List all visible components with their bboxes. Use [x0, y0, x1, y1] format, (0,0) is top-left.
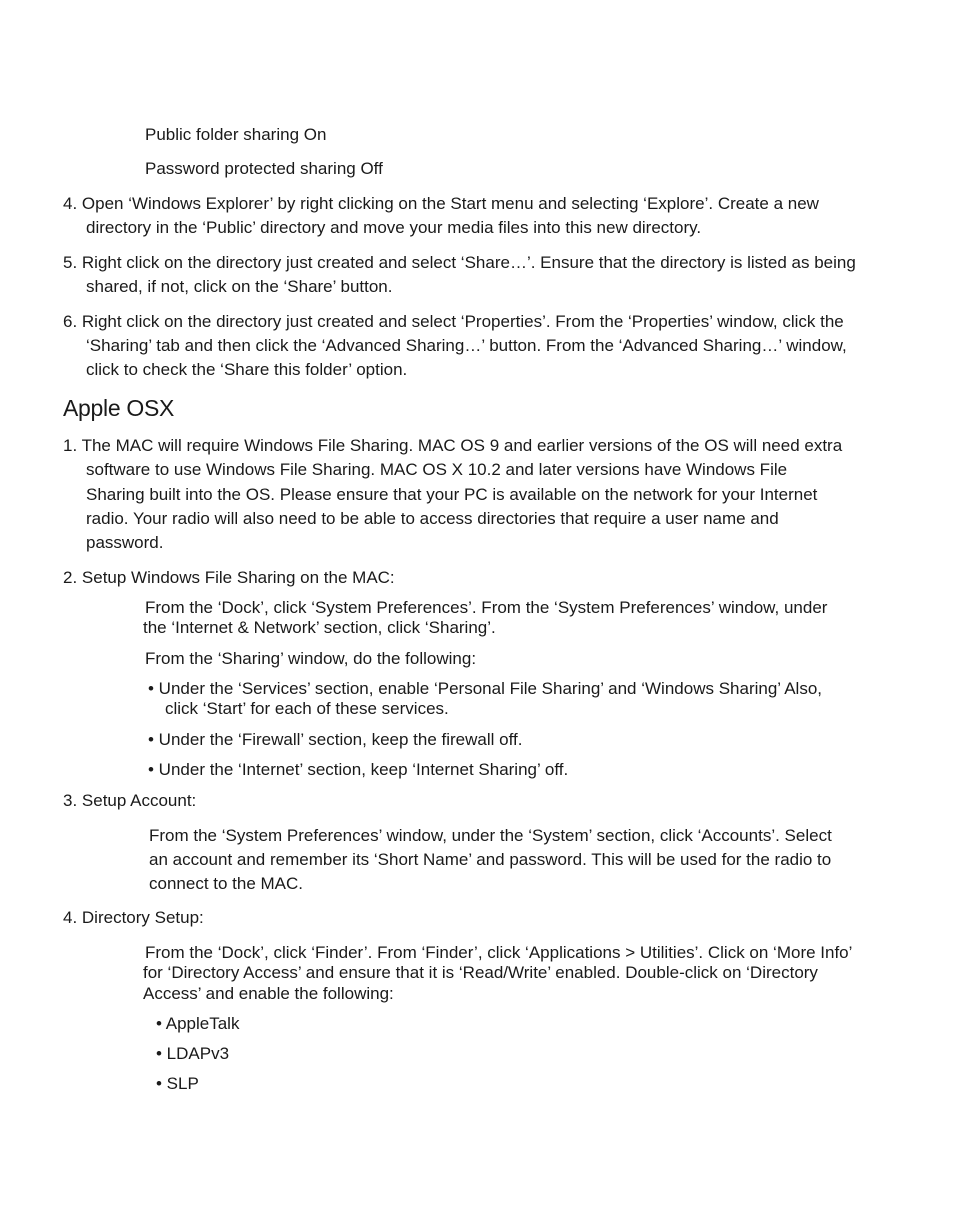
step-line: an account and remember its ‘Short Name’ and password. This will be used for the radio to: [149, 850, 832, 869]
apple-step-4-title: 4. Directory Setup:: [63, 908, 204, 927]
step-line: connect to the MAC.: [149, 874, 304, 893]
step-line: Sharing built into the OS. Please ensure that your PC is available on the network for your Internet: [86, 485, 818, 504]
step-line: software to use Windows File Sharing. MAC OS X 10.2 and later versions have Windows File: [86, 460, 788, 479]
apple-osx-heading: Apple OSX: [63, 395, 175, 421]
step-line: the ‘Internet & Network’ section, click ‘Sharing’.: [143, 618, 496, 637]
bullet-line: click ‘Start’ for each of these services.: [165, 699, 449, 718]
step-line: password.: [86, 533, 164, 552]
step-line: 6. Right click on the directory just created and select ‘Properties’. From the ‘Properties’ window, click the: [63, 312, 844, 331]
step-line: ‘Sharing’ tab and then click the ‘Advanced Sharing…’ button. From the ‘Advanced Sharing…’ window,: [86, 336, 847, 355]
step-line: 1. The MAC will require Windows File Sharing. MAC OS 9 and earlier versions of the OS will need extra: [63, 436, 843, 455]
step-line: 5. Right click on the directory just created and select ‘Share…’. Ensure that the directory is listed as being: [63, 253, 856, 272]
bullet-line: • AppleTalk: [156, 1014, 240, 1033]
step-line: click to check the ‘Share this folder’ option.: [86, 360, 408, 379]
setting-public-folder: Public folder sharing On: [145, 125, 327, 144]
step-line: 4. Open ‘Windows Explorer’ by right clicking on the Start menu and selecting ‘Explore’. Create a new: [63, 194, 819, 213]
step-line: From the ‘Dock’, click ‘System Preferences’. From the ‘System Preferences’ window, under: [145, 598, 828, 617]
step-line: for ‘Directory Access’ and ensure that it is ‘Read/Write’ enabled. Double-click on ‘Directory: [143, 963, 818, 982]
bullet-line: • Under the ‘Internet’ section, keep ‘Internet Sharing’ off.: [148, 760, 569, 779]
step-line: From the ‘System Preferences’ window, under the ‘System’ section, click ‘Accounts’. Select: [149, 826, 832, 845]
bullet-line: • SLP: [156, 1074, 199, 1093]
step-line: shared, if not, click on the ‘Share’ button.: [86, 277, 393, 296]
step-line: radio. Your radio will also need to be able to access directories that require a user name and: [86, 509, 779, 528]
apple-step-3-title: 3. Setup Account:: [63, 791, 197, 810]
setting-password-protected: Password protected sharing Off: [145, 159, 383, 178]
bullet-line: • LDAPv3: [156, 1044, 230, 1063]
step-line: From the ‘Sharing’ window, do the following:: [145, 649, 477, 668]
apple-step-2-title: 2. Setup Windows File Sharing on the MAC:: [63, 568, 395, 587]
bullet-line: • Under the ‘Firewall’ section, keep the firewall off.: [148, 730, 523, 749]
step-line: From the ‘Dock’, click ‘Finder’. From ‘Finder’, click ‘Applications > Utilities’. Click on ‘More Info’: [145, 943, 853, 962]
step-line: directory in the ‘Public’ directory and move your media files into this new directory.: [86, 218, 702, 237]
step-line: Access’ and enable the following:: [143, 984, 394, 1003]
bullet-line: • Under the ‘Services’ section, enable ‘Personal File Sharing’ and ‘Windows Sharing’ Also,: [148, 679, 823, 698]
